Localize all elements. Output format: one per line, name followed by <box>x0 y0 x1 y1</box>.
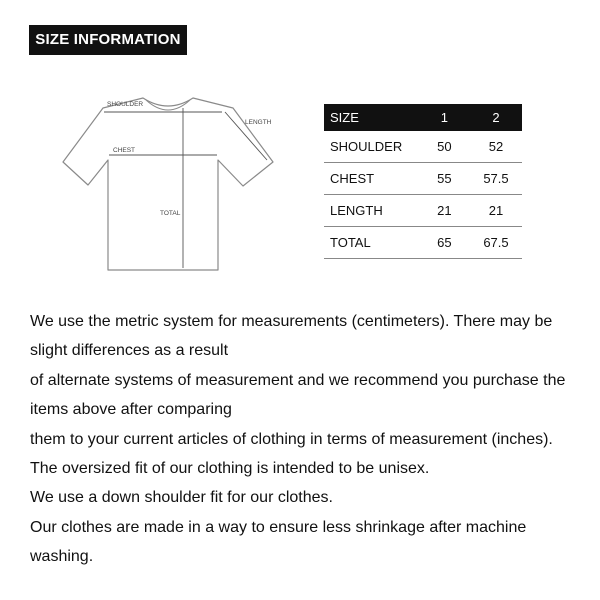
note-line: Our clothes are made in a way to ensure less shrinkage after machine washing. <box>30 518 527 566</box>
cell-value: 50 <box>419 131 470 163</box>
size-information-title: SIZE INFORMATION <box>29 25 187 55</box>
cell-value: 57.5 <box>470 163 522 195</box>
note-line: We use a down shoulder fit for our clothes. <box>30 489 333 507</box>
cell-value: 55 <box>419 163 470 195</box>
note-line: them to your current articles of clothing in terms of measurement (inches). <box>30 430 553 448</box>
size-table-header-row <box>324 104 522 131</box>
cell-value: 67.5 <box>470 227 522 259</box>
cell-value: 52 <box>470 131 522 163</box>
measurement-notes <box>30 307 580 572</box>
size-header: SIZE <box>324 104 419 131</box>
note-line: The oversized fit of our clothing is intended to be unisex. <box>30 460 430 478</box>
cell-value: 21 <box>419 195 470 227</box>
row-label: CHEST <box>324 163 419 195</box>
shoulder-label: SHOULDER <box>107 101 144 108</box>
size-2-header: 2 <box>470 104 522 131</box>
tshirt-measurement-diagram <box>58 90 278 280</box>
length-label: LENGTH <box>245 119 272 126</box>
table-row <box>324 131 522 163</box>
total-label: TOTAL <box>160 210 181 217</box>
chest-label: CHEST <box>113 147 136 154</box>
note-line: of alternate systems of measurement and we recommend you purchase the items above after comparing <box>30 371 566 419</box>
table-row <box>324 195 522 227</box>
note-line: We use the metric system for measurements (centimeters). There may be slight differences as a result <box>30 313 553 360</box>
table-row <box>324 227 522 259</box>
table-row <box>324 163 522 195</box>
row-label: TOTAL <box>324 227 419 259</box>
cell-value: 21 <box>470 195 522 227</box>
row-label: SHOULDER <box>324 131 419 163</box>
row-label: LENGTH <box>324 195 419 227</box>
size-table <box>324 104 522 259</box>
cell-value: 65 <box>419 227 470 259</box>
size-1-header: 1 <box>419 104 470 131</box>
